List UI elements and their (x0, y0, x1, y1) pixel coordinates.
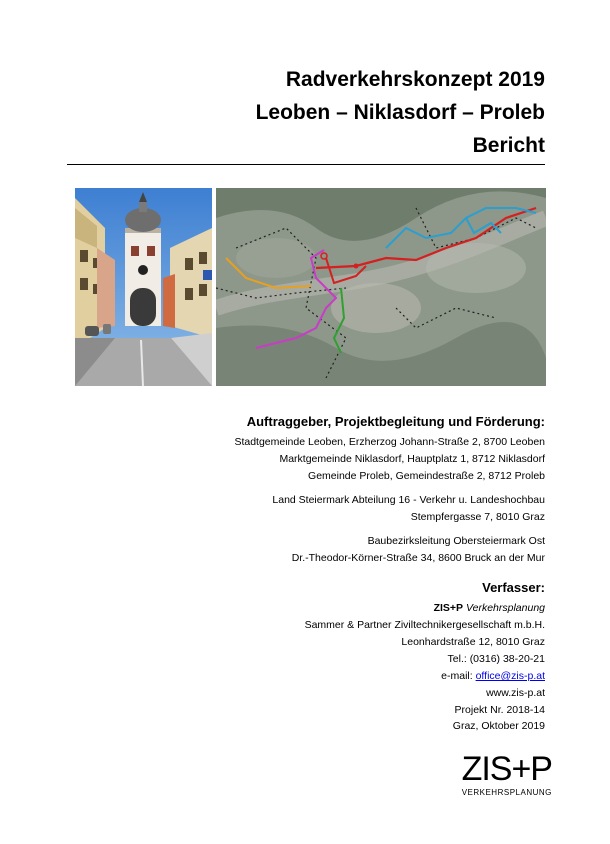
zisp-logo (462, 752, 552, 797)
author-heading (482, 579, 545, 597)
email-label: e-mail: (441, 670, 473, 682)
title-line-3: Bericht (472, 134, 545, 157)
company-name-italic: Verkehrsplanung (466, 602, 545, 614)
client-heading (247, 413, 545, 431)
author-company (305, 600, 545, 617)
author-line: Tel.: (0316) 38-20-21 (447, 653, 545, 665)
date-text: Graz, Oktober 2019 (452, 720, 545, 732)
title-line-2: Leoben – Niklasdorf – Proleb (255, 101, 545, 124)
bbl-line: Dr.-Theodor-Körner-Straße 34, 8600 Bruck an der Mur (291, 552, 545, 564)
client-address-block (234, 434, 545, 485)
client-line: Stadtgemeinde Leoben, Erzherzog Johann-Straße 2, 8700 Leoben (234, 436, 545, 448)
client-line: Gemeinde Proleb, Gemeindestraße 2, 8712 Proleb (308, 470, 545, 482)
author-heading-text: Verfasser: (482, 580, 545, 595)
land-line: Stempfergasse 7, 8010 Graz (410, 511, 545, 523)
route-map (216, 188, 546, 386)
email-link[interactable]: office@zis-p.at (475, 670, 545, 682)
city-gate-photo (75, 188, 212, 386)
author-block (305, 600, 545, 719)
title-divider (67, 164, 545, 165)
logo-sub-text: VERKEHRSPLANUNG (461, 788, 552, 797)
land-line: Land Steiermark Abteilung 16 - Verkehr u. Landeshochbau (272, 494, 545, 506)
logo-main-text: ZIS+P (461, 750, 552, 788)
land-address-block (272, 492, 545, 526)
title-line-1: Radverkehrskonzept 2019 (285, 68, 545, 91)
client-heading-text: Auftraggeber, Projektbegleitung und Förderung: (246, 414, 545, 429)
date-line (453, 718, 545, 735)
author-email-line (305, 668, 545, 685)
client-line: Marktgemeinde Niklasdorf, Hauptplatz 1, 8712 Niklasdorf (279, 453, 545, 465)
bbl-address-block (292, 533, 545, 567)
company-name-bold: ZIS+P (433, 602, 464, 614)
bbl-line: Baubezirksleitung Obersteiermark Ost (367, 535, 545, 547)
author-project: Projekt Nr. 2018-14 (454, 704, 545, 716)
author-line: Sammer & Partner Ziviltechnikergesellschaft m.b.H. (304, 619, 545, 631)
author-line: Leonhardstraße 12, 8010 Graz (401, 636, 545, 648)
author-web: www.zis-p.at (486, 687, 545, 699)
